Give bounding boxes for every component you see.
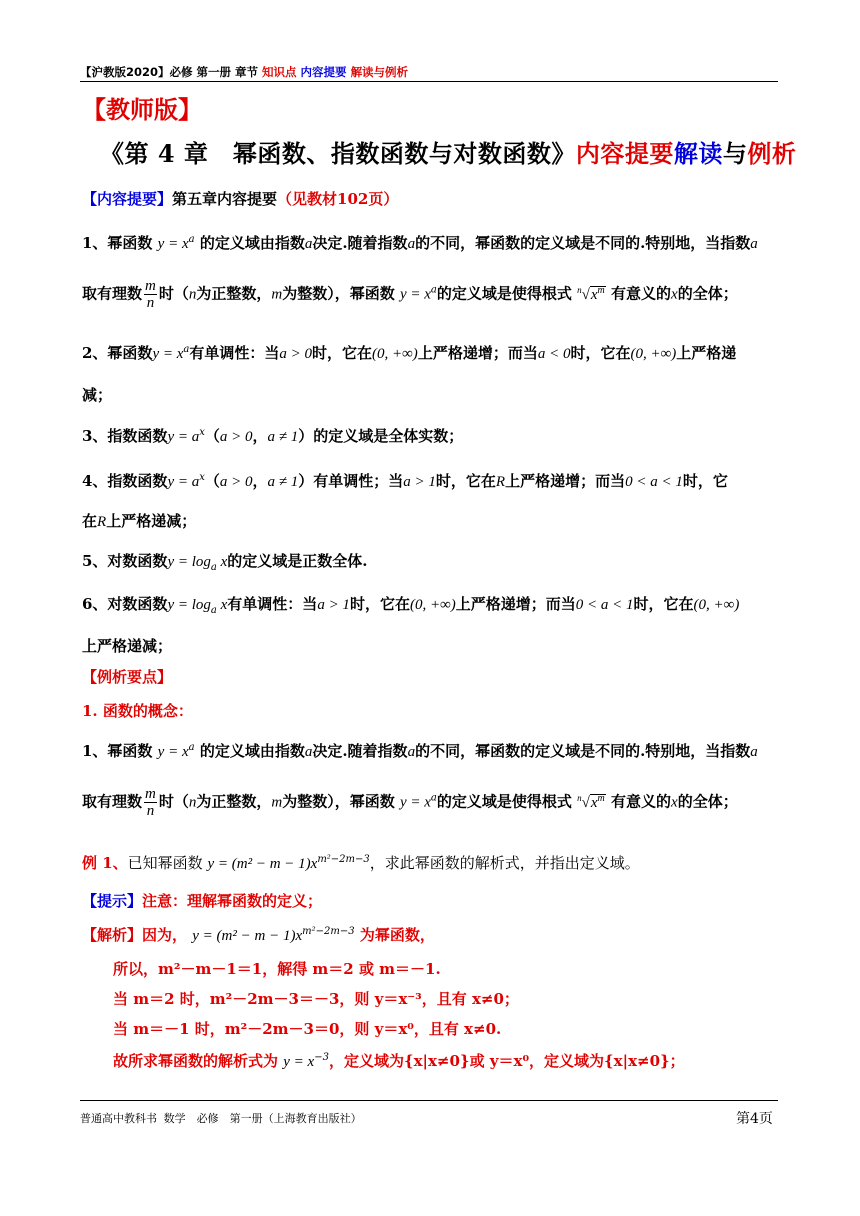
text: 的定义域是正数全体. xyxy=(227,552,368,570)
var: x xyxy=(671,286,678,303)
text: 4、指数函数 xyxy=(82,472,168,490)
running-header xyxy=(80,64,408,80)
radicand xyxy=(590,286,606,303)
footer-text: 普通高中教科书 数学 必修 第一册（上海教育出版社） xyxy=(80,1112,362,1125)
section-examples-tag: 【例析要点】 xyxy=(82,668,173,686)
text: 时（ xyxy=(158,792,189,811)
var: x xyxy=(216,554,228,570)
item-2-line-1 xyxy=(82,342,736,363)
formula-exp: a xyxy=(188,742,195,753)
formula-exp: a xyxy=(183,344,190,355)
text: 已知幂函数 xyxy=(127,854,203,872)
text: 故所求幂函数的解析式为 xyxy=(113,1052,279,1070)
text: 有单调性：当 xyxy=(189,344,280,362)
var: m xyxy=(271,794,283,811)
var: a xyxy=(304,744,313,760)
item-3 xyxy=(82,425,463,446)
condition: 0 < a < 1 xyxy=(575,597,634,613)
item-5 xyxy=(82,550,368,573)
condition: a > 1 xyxy=(317,597,350,613)
text: 时，它在 xyxy=(349,595,410,613)
root-index: n xyxy=(577,284,582,295)
text: 时，它 xyxy=(682,472,728,490)
item-1b-line-1 xyxy=(82,740,758,761)
text: ）的定义域是全体实数； xyxy=(298,427,464,445)
radicand-base: x xyxy=(590,286,598,303)
solution-line-2: 当 m＝2 时，m²－2m－3＝－3，则 y＝x⁻³，且有 x≠0； xyxy=(113,990,519,1008)
formula: y = (m² − m − 1)x xyxy=(192,928,303,944)
footer-rule xyxy=(80,1100,778,1101)
text: 为幂函数， xyxy=(359,926,435,944)
page-title xyxy=(100,134,796,169)
section-summary-heading xyxy=(82,188,398,209)
item-6-line-1 xyxy=(82,593,739,616)
item-1-line-1 xyxy=(82,232,758,253)
root-index: n xyxy=(577,792,582,803)
item-1-line-2 xyxy=(82,278,738,311)
header-knowledge: 知识点 xyxy=(262,65,297,79)
example-label: 例 1、 xyxy=(82,854,128,872)
solution-line-4 xyxy=(113,1050,685,1071)
section-summary-tag: 【内容提要】 xyxy=(82,190,173,208)
log-base: a xyxy=(210,605,217,616)
text: 取有理数 xyxy=(82,792,143,811)
section-summary-ref: （见教材102页） xyxy=(277,190,399,208)
condition: 0 < a < 1 xyxy=(625,474,683,490)
section-examples-sub: 1. 函数的概念： xyxy=(82,702,193,720)
numerator: m xyxy=(145,278,156,294)
title-part-examples: 例析 xyxy=(747,139,797,168)
radicand-exp: m xyxy=(597,284,605,296)
var: a xyxy=(407,744,416,760)
formula: y = a xyxy=(167,429,200,445)
text: 有单调性：当 xyxy=(227,595,318,613)
formula-exp: a xyxy=(430,284,437,296)
text: ， xyxy=(252,472,268,490)
text: 时，它在 xyxy=(435,472,496,490)
text: 的全体； xyxy=(677,792,738,811)
text: 时，它在 xyxy=(633,595,694,613)
text: 时（ xyxy=(158,284,189,303)
text: 为正整数， xyxy=(196,284,272,303)
header-rule xyxy=(80,81,778,82)
formula: y = x xyxy=(157,744,189,760)
title-part-and: 与 xyxy=(722,139,748,168)
solution-line-3: 当 m＝－1 时，m²－2m－3＝0，则 y＝x⁰，且有 x≠0. xyxy=(113,1020,502,1038)
denominator: n xyxy=(146,803,155,819)
radical-nth-root: $^n√x^m$ xyxy=(577,284,605,303)
var: R xyxy=(495,474,506,490)
condition: a ≠ 1 xyxy=(267,429,299,445)
text: 因为， xyxy=(142,926,188,944)
formula-exp: m²−2m−3 xyxy=(317,854,370,865)
var: n xyxy=(188,286,197,303)
denominator: n xyxy=(146,295,155,311)
condition: a ≠ 1 xyxy=(267,474,299,490)
text: ）有单调性；当 xyxy=(298,472,404,490)
formula: y = x xyxy=(399,794,431,811)
text: ， xyxy=(252,427,268,445)
radicand-base: x xyxy=(590,794,598,811)
numerator: m xyxy=(145,786,156,802)
fraction-m-over-n xyxy=(144,786,157,819)
item-2-line-2: 减； xyxy=(82,386,113,404)
text: 有意义的 xyxy=(611,792,672,811)
interval: (0, +∞) xyxy=(630,346,677,362)
var: a xyxy=(750,236,758,252)
text: 上严格递减； xyxy=(106,512,197,530)
text: 5、对数函数 xyxy=(82,552,168,570)
item-6-line-2: 上严格递减； xyxy=(82,637,173,655)
text: 为整数），幂函数 xyxy=(282,284,395,303)
formula: y = x xyxy=(399,286,431,303)
condition: a > 0 xyxy=(219,429,253,445)
formula-exp: a xyxy=(430,792,437,804)
text: 为整数），幂函数 xyxy=(282,792,395,811)
interval: (0, +∞) xyxy=(409,597,456,613)
text: ，求此幂函数的解析式，并指出定义域。 xyxy=(369,854,640,872)
text: 的定义域是使得根式 xyxy=(436,284,572,303)
text: 决定.随着指数 xyxy=(312,234,408,252)
solution-tag: 【解析】 xyxy=(82,926,143,944)
text: 在 xyxy=(82,512,98,530)
text: 上严格递增；而当 xyxy=(417,344,538,362)
hint xyxy=(82,890,322,911)
text: 上严格递增；而当 xyxy=(455,595,576,613)
text: 的不同，幂函数的定义域是不同的.特别地，当指数 xyxy=(415,742,751,760)
header-summary: 内容提要 xyxy=(300,65,347,79)
condition: a > 0 xyxy=(219,474,253,490)
condition: a > 0 xyxy=(279,346,312,362)
text: ，定义域为{x|x≠0}或 y＝x⁰，定义域为{x|x≠0}； xyxy=(328,1052,685,1070)
var: n xyxy=(188,794,197,811)
formula: y = x xyxy=(157,236,189,252)
var: a xyxy=(750,744,758,760)
log-base: a xyxy=(210,562,217,573)
text: 的定义域由指数 xyxy=(199,234,305,252)
solution-line-1: 所以，m²－m－1＝1，解得 m＝2 或 m＝－1. xyxy=(113,960,441,978)
formula: y = log xyxy=(167,597,211,613)
text: 的不同，幂函数的定义域是不同的.特别地，当指数 xyxy=(415,234,751,252)
formula-exp: m²−2m−3 xyxy=(302,926,355,937)
text: 1、幂函数 xyxy=(82,742,153,760)
example-1 xyxy=(82,852,640,873)
condition: a < 0 xyxy=(537,346,571,362)
item-4-line-2 xyxy=(82,510,196,531)
text: 为正整数， xyxy=(196,792,272,811)
text: 上严格递增；而当 xyxy=(505,472,626,490)
formula: y = x xyxy=(152,346,184,362)
title-part-interpret: 解读 xyxy=(673,139,723,168)
radicand-exp: m xyxy=(597,792,605,804)
fraction-m-over-n xyxy=(144,278,157,311)
interval: (0, +∞) xyxy=(693,597,740,613)
text: 2、幂函数 xyxy=(82,344,153,362)
text: 时，它在 xyxy=(570,344,631,362)
text: 的全体； xyxy=(677,284,738,303)
formula-exp: a xyxy=(188,234,195,245)
section-summary-title: 第五章内容提要 xyxy=(172,190,278,208)
text: （ xyxy=(204,427,220,445)
formula-exp: x xyxy=(199,427,205,438)
var: a xyxy=(304,236,313,252)
var: a xyxy=(407,236,416,252)
var: x xyxy=(671,794,678,811)
formula-exp: −3 xyxy=(314,1052,329,1063)
formula-exp: x xyxy=(199,472,205,483)
header-left: 【沪教版2020】必修 第一册 章节 xyxy=(80,65,259,79)
var: m xyxy=(271,286,283,303)
text: 的定义域由指数 xyxy=(199,742,305,760)
item-1b-line-2 xyxy=(82,786,738,819)
formula: y = log xyxy=(167,554,211,570)
text: 6、对数函数 xyxy=(82,595,168,613)
text: 取有理数 xyxy=(82,284,143,303)
formula: y = a xyxy=(167,474,200,490)
text: 时，它在 xyxy=(311,344,372,362)
text: 的定义域是使得根式 xyxy=(436,792,572,811)
hint-tag: 【提示】 xyxy=(82,892,143,910)
formula: y = (m² − m − 1)x xyxy=(207,856,318,872)
title-part-summary: 内容提要 xyxy=(575,139,674,168)
solution-line-0 xyxy=(82,924,435,945)
page-number: 第4页 xyxy=(736,1111,773,1127)
var: x xyxy=(216,597,228,613)
hint-text: 注意：理解幂函数的定义； xyxy=(142,892,323,910)
text: （ xyxy=(204,472,220,490)
radical-nth-root: $^n√x^m$ xyxy=(577,792,605,811)
var: R xyxy=(97,514,107,530)
condition: a > 1 xyxy=(403,474,436,490)
text: 决定.随着指数 xyxy=(312,742,408,760)
text: 上严格递 xyxy=(676,344,737,362)
text: 3、指数函数 xyxy=(82,427,168,445)
text: 1、幂函数 xyxy=(82,234,153,252)
radicand xyxy=(590,794,606,811)
text: 有意义的 xyxy=(611,284,672,303)
header-analysis: 解读与例析 xyxy=(350,65,409,79)
interval: (0, +∞) xyxy=(372,346,418,362)
teacher-edition-tag: 【教师版】 xyxy=(82,95,202,124)
title-main: 《第 4 章 幂函数、指数函数与对数函数》 xyxy=(100,139,576,168)
formula: y = x xyxy=(283,1054,315,1070)
item-4-line-1 xyxy=(82,470,728,491)
